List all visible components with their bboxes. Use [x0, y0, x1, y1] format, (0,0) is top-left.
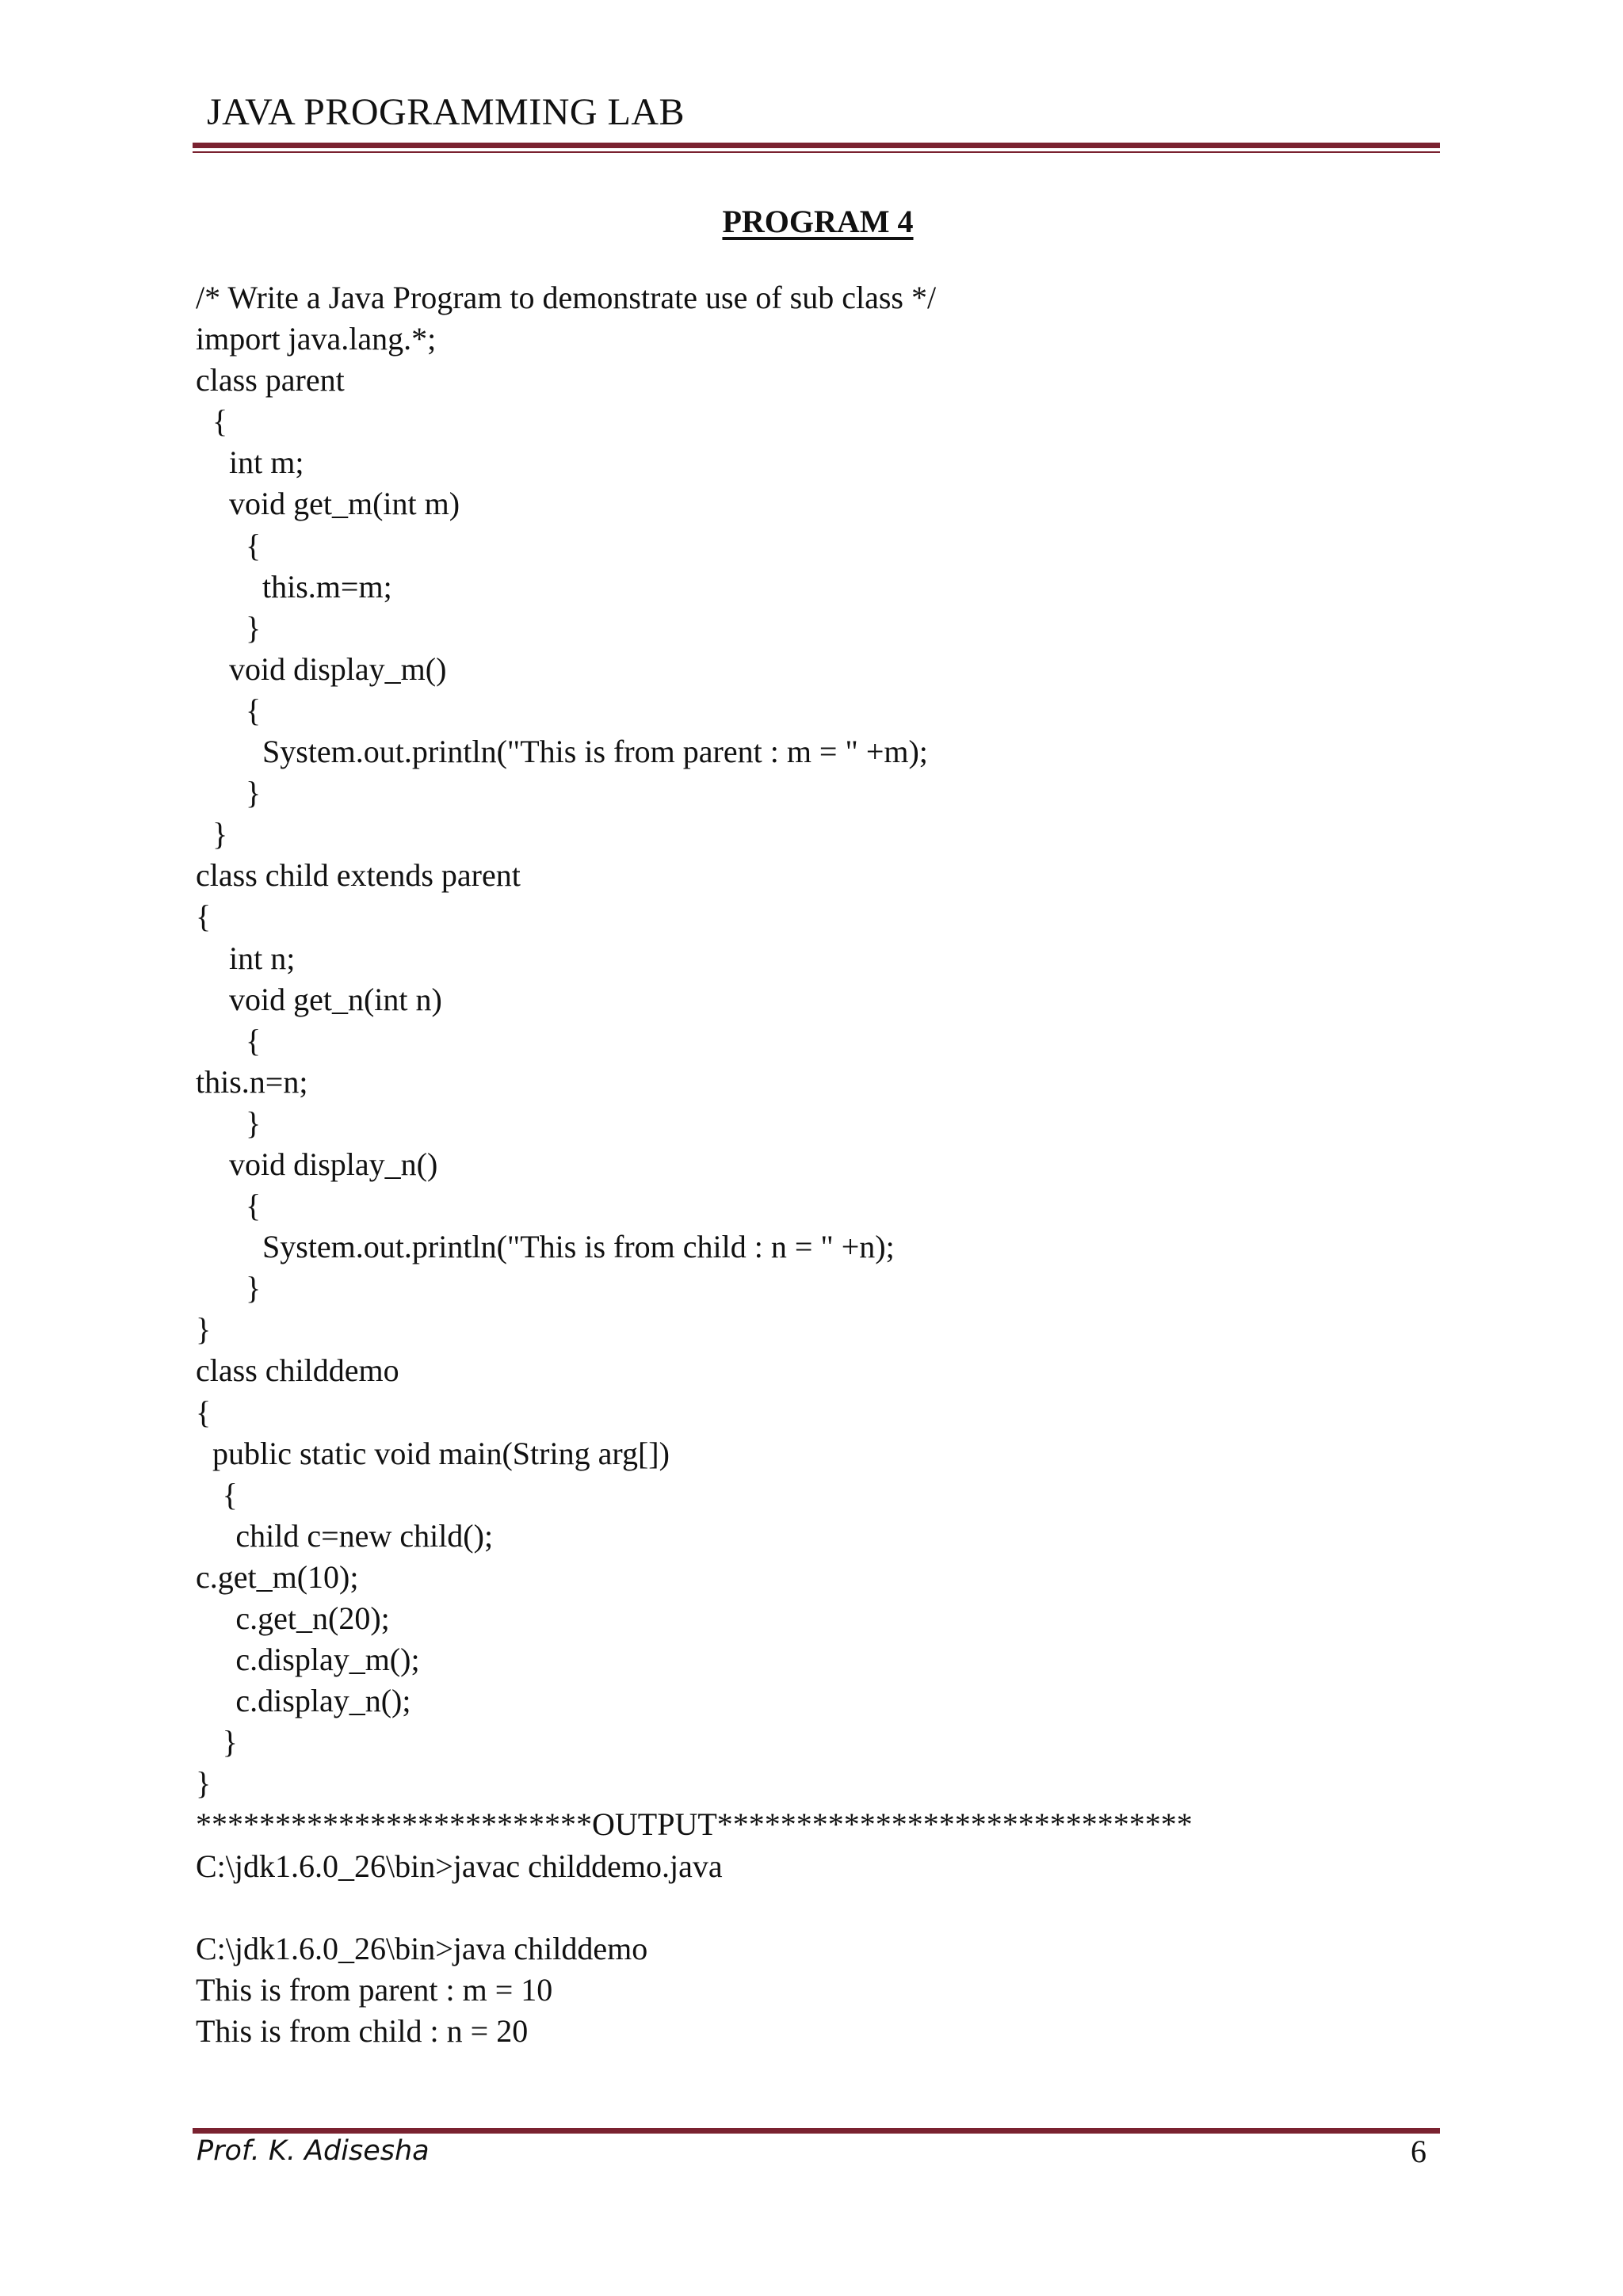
footer-rule-thick: [193, 2128, 1440, 2134]
code-line: import java.lang.*;: [196, 321, 437, 357]
code-line: void display_n(): [229, 1146, 438, 1182]
code-line: c.get_n(20);: [235, 1600, 390, 1636]
code-line: System.out.println("This is from parent : m = " +m);: [262, 734, 928, 770]
header-rule-thick: [193, 143, 1440, 148]
footer-page-number: 6: [1411, 2134, 1426, 2169]
code-line: }: [196, 1765, 212, 1802]
code-line: c.get_m(10);: [196, 1558, 359, 1595]
footer-author: Prof. K. Adisesha: [197, 2135, 430, 2167]
code-line: }: [212, 816, 228, 852]
code-line: class childdemo: [196, 1352, 399, 1389]
code-line: void get_n(int n): [229, 981, 442, 1017]
code-line: {: [196, 1394, 212, 1430]
code-line: {: [246, 692, 262, 728]
code-line: public static void main(String arg[]): [212, 1435, 670, 1471]
code-line: void get_m(int m): [229, 486, 460, 522]
header-rule-thin: [193, 151, 1440, 153]
code-line: c.display_m();: [235, 1642, 420, 1678]
code-line: {: [246, 1022, 262, 1058]
code-line: int n;: [229, 940, 296, 976]
code-listing: [196, 277, 1193, 2052]
code-line: }: [246, 609, 262, 646]
code-line: C:\jdk1.6.0_26\bin>java childdemo: [196, 1930, 648, 1966]
code-line: This is from child : n = 20: [196, 2012, 529, 2049]
code-line: c.display_n();: [235, 1683, 411, 1719]
code-line: [196, 1887, 1193, 1928]
code-line: }: [222, 1724, 238, 1760]
code-line: }: [246, 1270, 262, 1306]
code-line: class child extends parent: [196, 857, 521, 894]
header-title: JAVA PROGRAMMING LAB: [207, 91, 685, 133]
code-line: }: [246, 1104, 262, 1141]
code-line: {: [196, 898, 212, 935]
code-line: {: [246, 527, 262, 563]
program-title-text: PROGRAM 4: [722, 204, 914, 239]
code-line: /* Write a Java Program to demonstrate use of sub class */: [196, 280, 937, 315]
code-line: int m;: [229, 444, 304, 481]
code-line: class parent: [196, 362, 345, 399]
code-line: This is from parent : m = 10: [196, 1971, 553, 2008]
code-line: void display_m(): [229, 650, 447, 687]
code-line: }: [246, 775, 262, 811]
code-line: *************************OUTPUT******************************: [196, 1806, 1193, 1843]
code-line: this.m=m;: [262, 568, 392, 605]
code-line: {: [246, 1188, 262, 1224]
code-line: child c=new child();: [235, 1517, 494, 1554]
code-line: C:\jdk1.6.0_26\bin>javac childdemo.java: [196, 1848, 723, 1884]
program-title: [0, 206, 1623, 238]
code-line: this.n=n;: [196, 1063, 308, 1100]
code-line: {: [212, 403, 228, 440]
code-line: System.out.println("This is from child : n = " +n);: [262, 1229, 895, 1265]
code-line: }: [196, 1311, 212, 1348]
code-line: {: [222, 1476, 238, 1512]
